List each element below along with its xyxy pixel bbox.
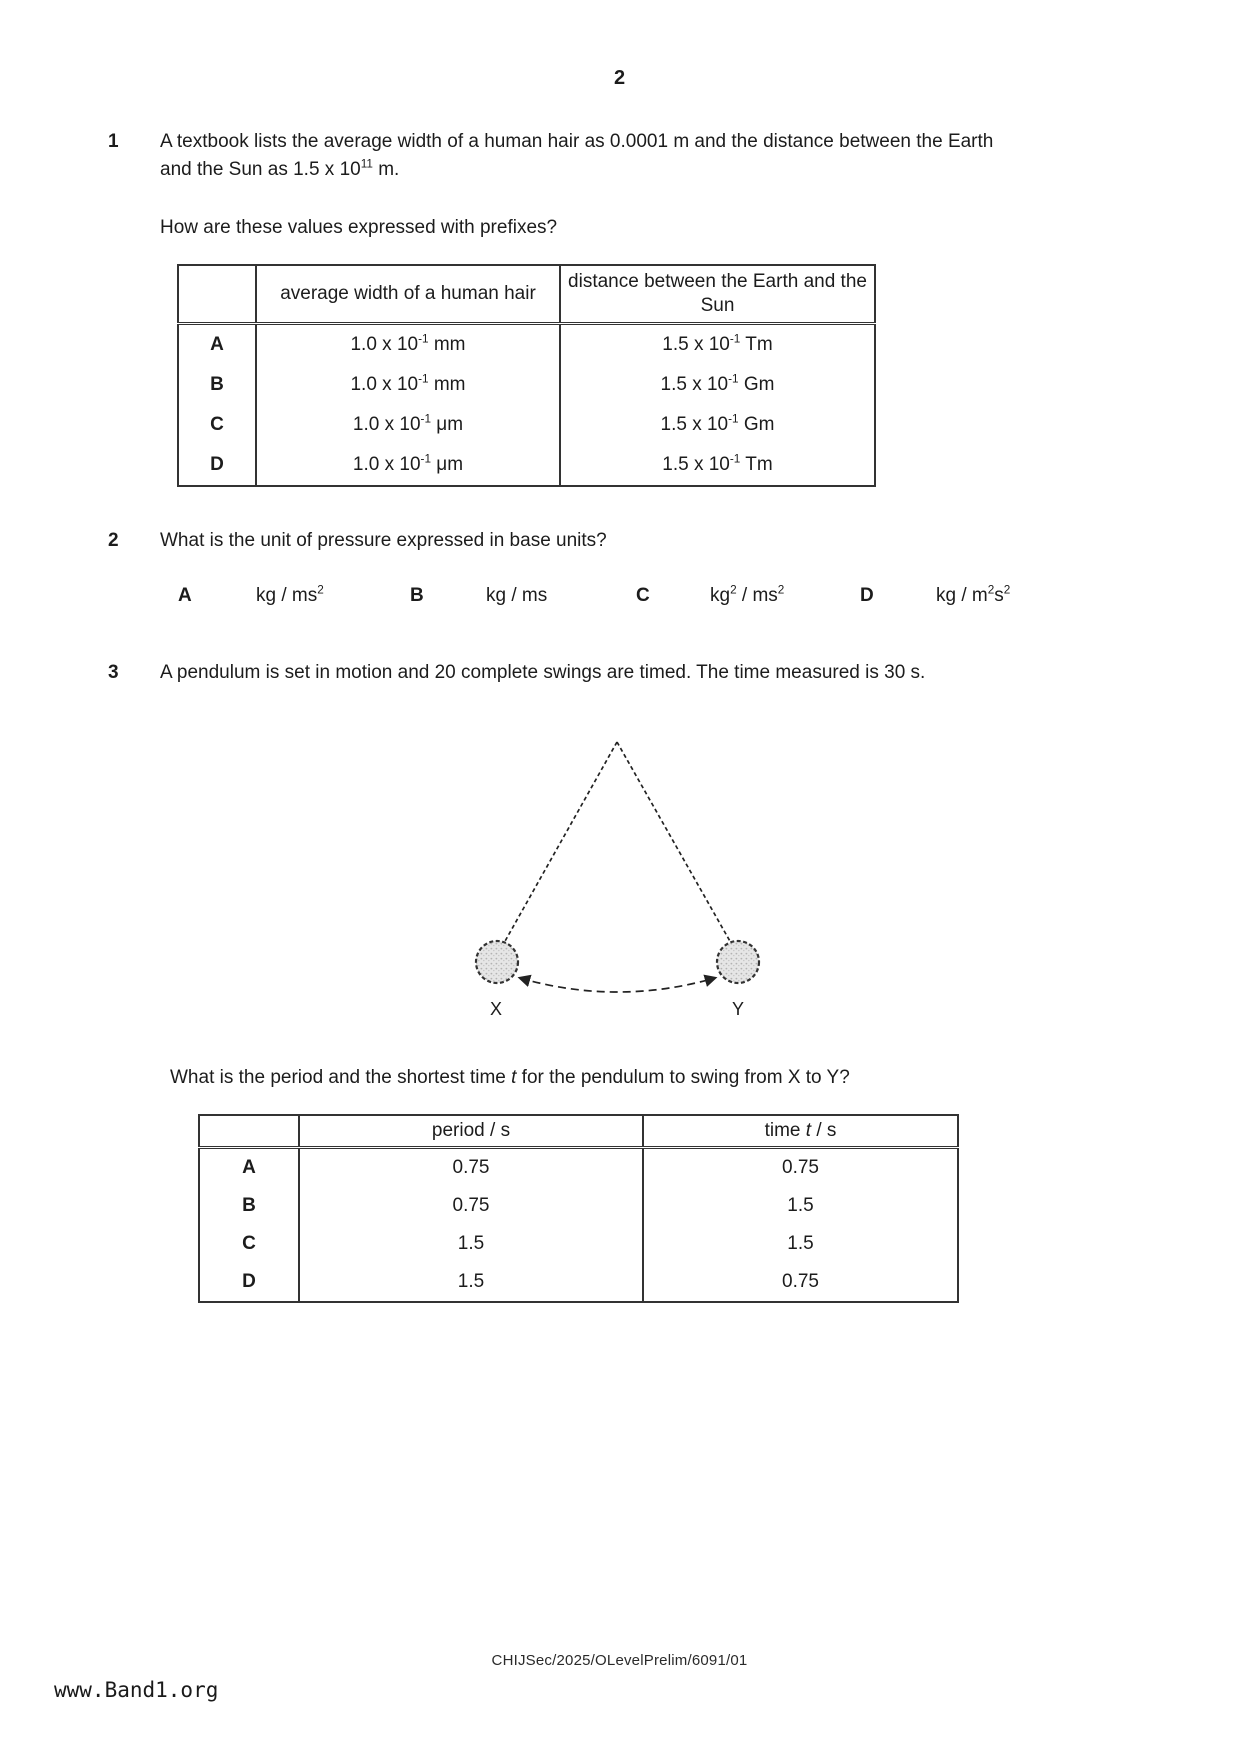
option-letter: B: [178, 365, 256, 405]
table-row: [199, 1225, 958, 1263]
option-b-value: kg / ms: [486, 585, 548, 606]
option-c-letter: C: [636, 585, 650, 606]
question-3-number: 3: [108, 662, 119, 683]
period-value: 1.5: [299, 1225, 643, 1263]
pendulum-bob-x: [476, 941, 518, 983]
option-a-value: kg / $ms^2$: [256, 583, 324, 606]
hair-value: 1.0 x $10^{-1}$ mm: [256, 365, 560, 405]
empty-header-cell: [199, 1115, 299, 1148]
table-header-row: [199, 1115, 958, 1148]
hair-value: 1.0 x $10^{-1}$ mm: [256, 324, 560, 366]
hair-column-header: average width of a human hair: [256, 265, 560, 324]
option-letter: D: [199, 1263, 299, 1302]
hair-value: 1.0 x $10^{-1}$ μm: [256, 445, 560, 486]
question-3-prompt: What is the period and the shortest time t for the pendulum to swing from X to Y?: [170, 1067, 850, 1088]
sun-column-header: distance between the Earth and the Sun: [560, 265, 875, 324]
sun-value: 1.5 x $10^{-1}$ Gm: [560, 405, 875, 445]
sun-value: 1.5 x $10^{-1}$ Tm: [560, 445, 875, 486]
swing-arc-arrow: [520, 978, 715, 992]
document-code: CHIJSec/2025/OLevelPrelim/6091/01: [491, 1652, 748, 1669]
option-letter: C: [178, 405, 256, 445]
time-value: 0.75: [643, 1148, 958, 1188]
period-column-header: period / s: [299, 1115, 643, 1148]
question-2-stem: What is the unit of pressure expressed in base units?: [160, 530, 607, 551]
question-3-stem: A pendulum is set in motion and 20 complete swings are timed. The time measured is 30 s.: [160, 662, 926, 683]
option-a-letter: A: [178, 585, 192, 606]
page-number: 2: [613, 67, 626, 89]
option-letter: A: [199, 1148, 299, 1188]
question-1-options-table: [177, 264, 876, 487]
table-row: [199, 1148, 958, 1188]
table-row: [178, 445, 875, 486]
table-header-row: [178, 265, 875, 324]
period-value: 1.5: [299, 1263, 643, 1302]
watermark-site-text: www.Band1.org: [54, 1678, 219, 1702]
question-2-number: 2: [108, 530, 119, 551]
sun-value: 1.5 x $10^{-1}$ Gm: [560, 365, 875, 405]
empty-header-cell: [178, 265, 256, 324]
question-1-stem: A textbook lists the average width of a human hair as 0.0001 m and the distance between the Earth and the Sun as 1.5 x $10^{11}$ m.: [160, 131, 994, 180]
option-letter: A: [178, 324, 256, 366]
time-value: 1.5: [643, 1187, 958, 1225]
pendulum-label-y: Y: [731, 999, 745, 1019]
sun-value: 1.5 x $10^{-1}$ Tm: [560, 324, 875, 366]
option-letter: C: [199, 1225, 299, 1263]
table-row: [199, 1263, 958, 1302]
question-1-prompt: How are these values expressed with prefixes?: [160, 217, 558, 238]
time-value: 0.75: [643, 1263, 958, 1302]
pendulum-bob-y: [717, 941, 759, 983]
option-d-letter: D: [860, 585, 874, 606]
pendulum-string-right: [617, 742, 731, 943]
hair-value: 1.0 x $10^{-1}$ μm: [256, 405, 560, 445]
question-3-options-table: [198, 1114, 959, 1303]
time-column-header: time t / s: [643, 1115, 958, 1148]
option-letter: D: [178, 445, 256, 486]
option-c-value: $kg^2 / ms^2$: [710, 583, 785, 606]
question-1-number: 1: [108, 131, 119, 152]
table-row: [199, 1187, 958, 1225]
period-value: 0.75: [299, 1148, 643, 1188]
option-d-value: kg / $m^2s^2$: [936, 583, 1011, 606]
option-letter: B: [199, 1187, 299, 1225]
time-value: 1.5: [643, 1225, 958, 1263]
pendulum-label-x: X: [489, 999, 503, 1019]
option-b-letter: B: [410, 585, 424, 606]
pendulum-string-left: [504, 742, 617, 943]
period-value: 0.75: [299, 1187, 643, 1225]
table-row: [178, 405, 875, 445]
table-row: [178, 324, 875, 366]
pendulum-diagram: [420, 712, 820, 1022]
table-row: [178, 365, 875, 405]
